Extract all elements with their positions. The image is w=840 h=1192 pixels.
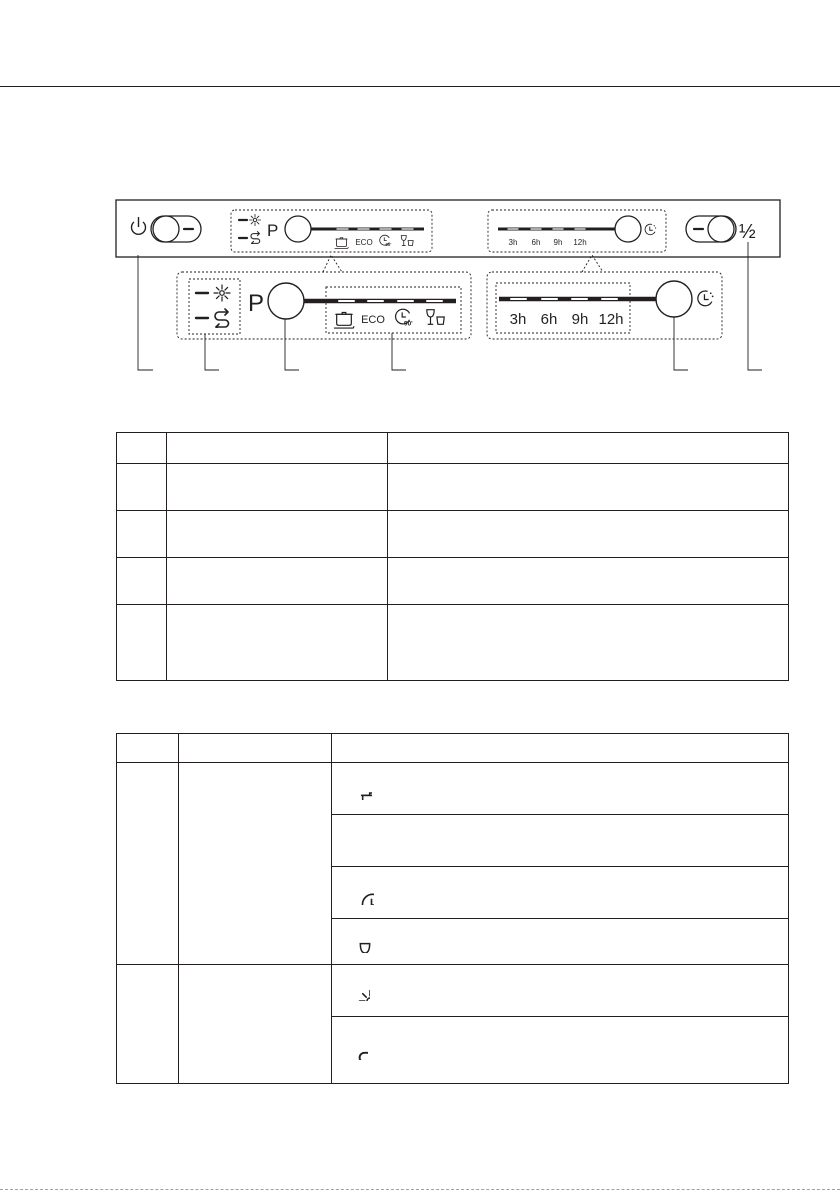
table-row: [117, 965, 789, 1017]
rinse-aid-icon: [249, 214, 260, 225]
power-icon: [132, 217, 146, 234]
program-group-zoom: [177, 272, 471, 339]
rinse-aid-icon: [344, 975, 370, 1001]
pot-icon-small: [335, 238, 349, 249]
clock-icon-small: [645, 224, 656, 235]
delay-button-zoom: [656, 281, 692, 317]
delay-label-12h-zoom: 12h: [598, 311, 624, 328]
rapid-90-icon: [344, 875, 374, 905]
salt-icon-zoom: [215, 309, 229, 330]
clock-icon-zoom: [698, 291, 714, 306]
program-button-zoom: [268, 283, 304, 319]
table-row: [117, 433, 789, 464]
table-row: [117, 605, 789, 681]
bottom-rule: [0, 1189, 840, 1190]
delay-button-small: [615, 216, 641, 242]
rinse-aid-icon-zoom: [214, 285, 230, 301]
control-panel-diagram: [0, 190, 840, 380]
table-row: [117, 511, 789, 558]
program-group-small: [231, 210, 432, 252]
delay-label-9h-small: 9h: [553, 238, 563, 247]
program-button-small: [285, 216, 311, 242]
table-row: [117, 558, 789, 605]
program-letter-zoom: P: [248, 290, 265, 317]
delay-label-6h-zoom: 6h: [540, 311, 558, 328]
rapid-icon-zoom: [396, 309, 414, 327]
delay-label-12h-small: 12h: [573, 238, 587, 247]
glass-icon-zoom: [427, 310, 444, 325]
glass-icon: [344, 925, 372, 953]
panel-frame: [116, 200, 780, 257]
table-row: [117, 763, 789, 815]
eco-label-zoom: ECO: [361, 314, 385, 326]
salt-icon: [344, 1036, 368, 1060]
top-rule: [0, 86, 840, 87]
controls-table: [116, 432, 789, 681]
table-row: [117, 734, 789, 763]
glass-icon-small: [401, 236, 413, 246]
table-row: [117, 464, 789, 511]
salt-icon: [251, 232, 260, 246]
pot-icon: [344, 772, 372, 800]
eco-label-small: ECO: [355, 238, 373, 247]
rapid-icon-small: [380, 235, 392, 247]
delay-label-3h-zoom: 3h: [509, 311, 527, 328]
program-letter-small: P: [267, 221, 279, 240]
half-load-label: ½: [739, 221, 756, 243]
indicators-table: [116, 733, 789, 1084]
pot-icon-zoom: [334, 313, 354, 329]
delay-label-3h-small: 3h: [508, 238, 518, 247]
delay-label-9h-zoom: 9h: [571, 311, 589, 328]
delay-label-6h-small: 6h: [531, 238, 541, 247]
